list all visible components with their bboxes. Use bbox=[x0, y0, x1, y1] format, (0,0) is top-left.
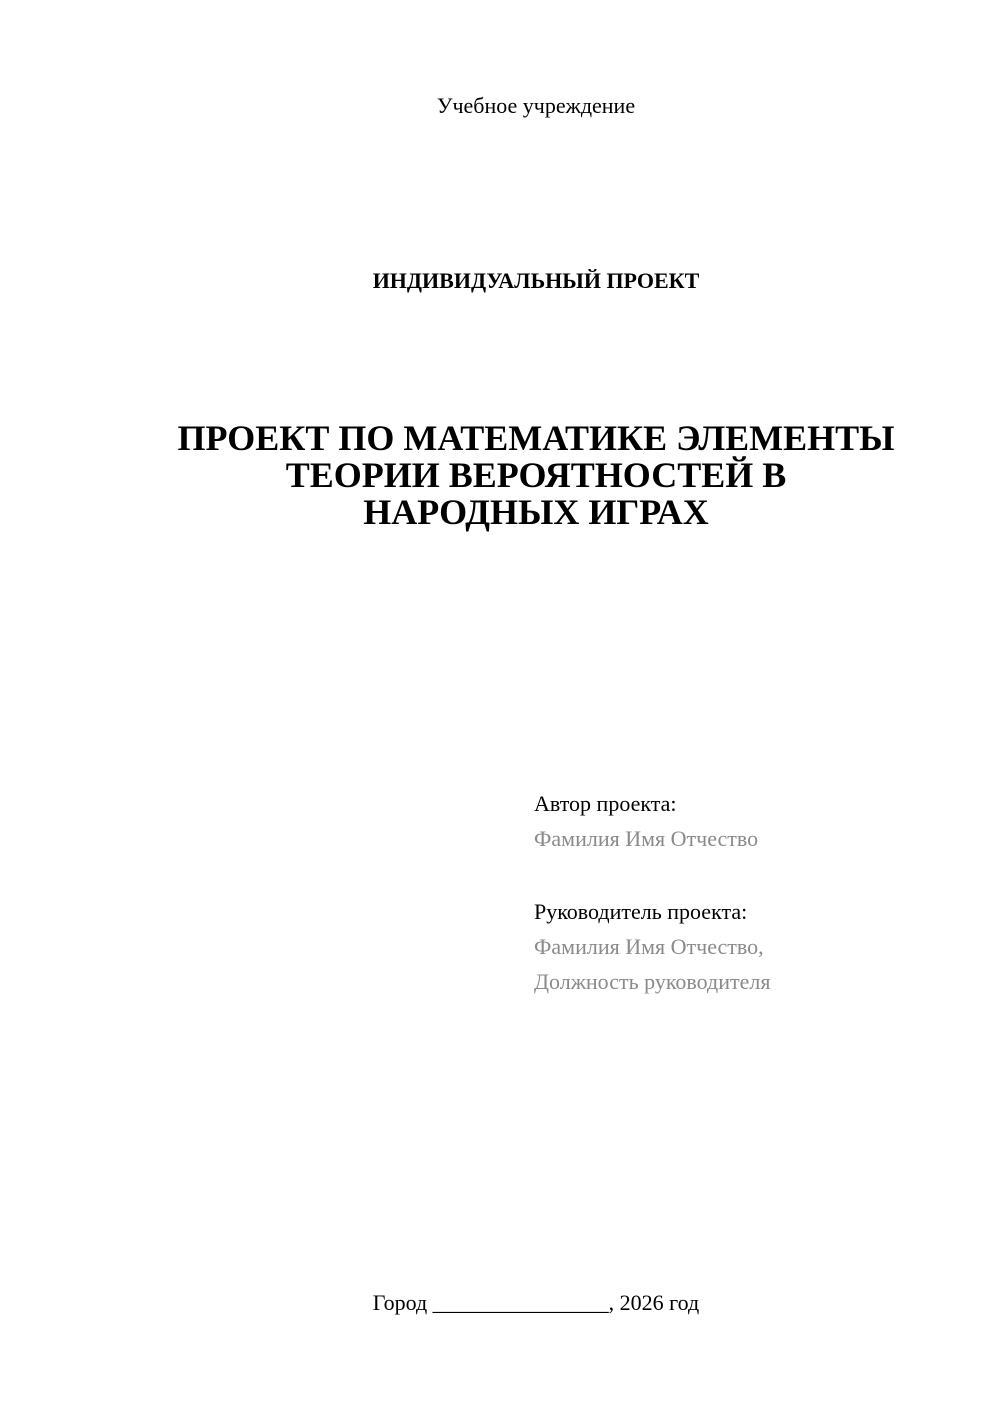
author-block bbox=[534, 786, 974, 856]
project-title-line-3: НАРОДНЫХ ИГРАХ bbox=[363, 492, 709, 532]
document-type: ИНДИВИДУАЛЬНЫЙ ПРОЕКТ bbox=[372, 268, 700, 293]
author-label: Автор проекта: bbox=[534, 791, 677, 816]
project-title bbox=[120, 420, 952, 531]
supervisor-label: Руководитель проекта: bbox=[534, 899, 748, 924]
project-title-line-1: ПРОЕКТ ПО МАТЕМАТИКЕ ЭЛЕМЕНТЫ bbox=[177, 418, 895, 458]
institution-name: Учебное учреждение bbox=[436, 93, 636, 118]
supervisor-position: Должность руководителя bbox=[534, 969, 771, 994]
city-year-line: Город ________________, 2026 год bbox=[372, 1290, 700, 1315]
project-title-line-2: ТЕОРИИ ВЕРОЯТНОСТЕЙ В bbox=[285, 455, 787, 495]
supervisor-block bbox=[534, 894, 974, 999]
supervisor-name: Фамилия Имя Отчество, bbox=[534, 934, 764, 959]
author-name: Фамилия Имя Отчество bbox=[534, 826, 759, 851]
